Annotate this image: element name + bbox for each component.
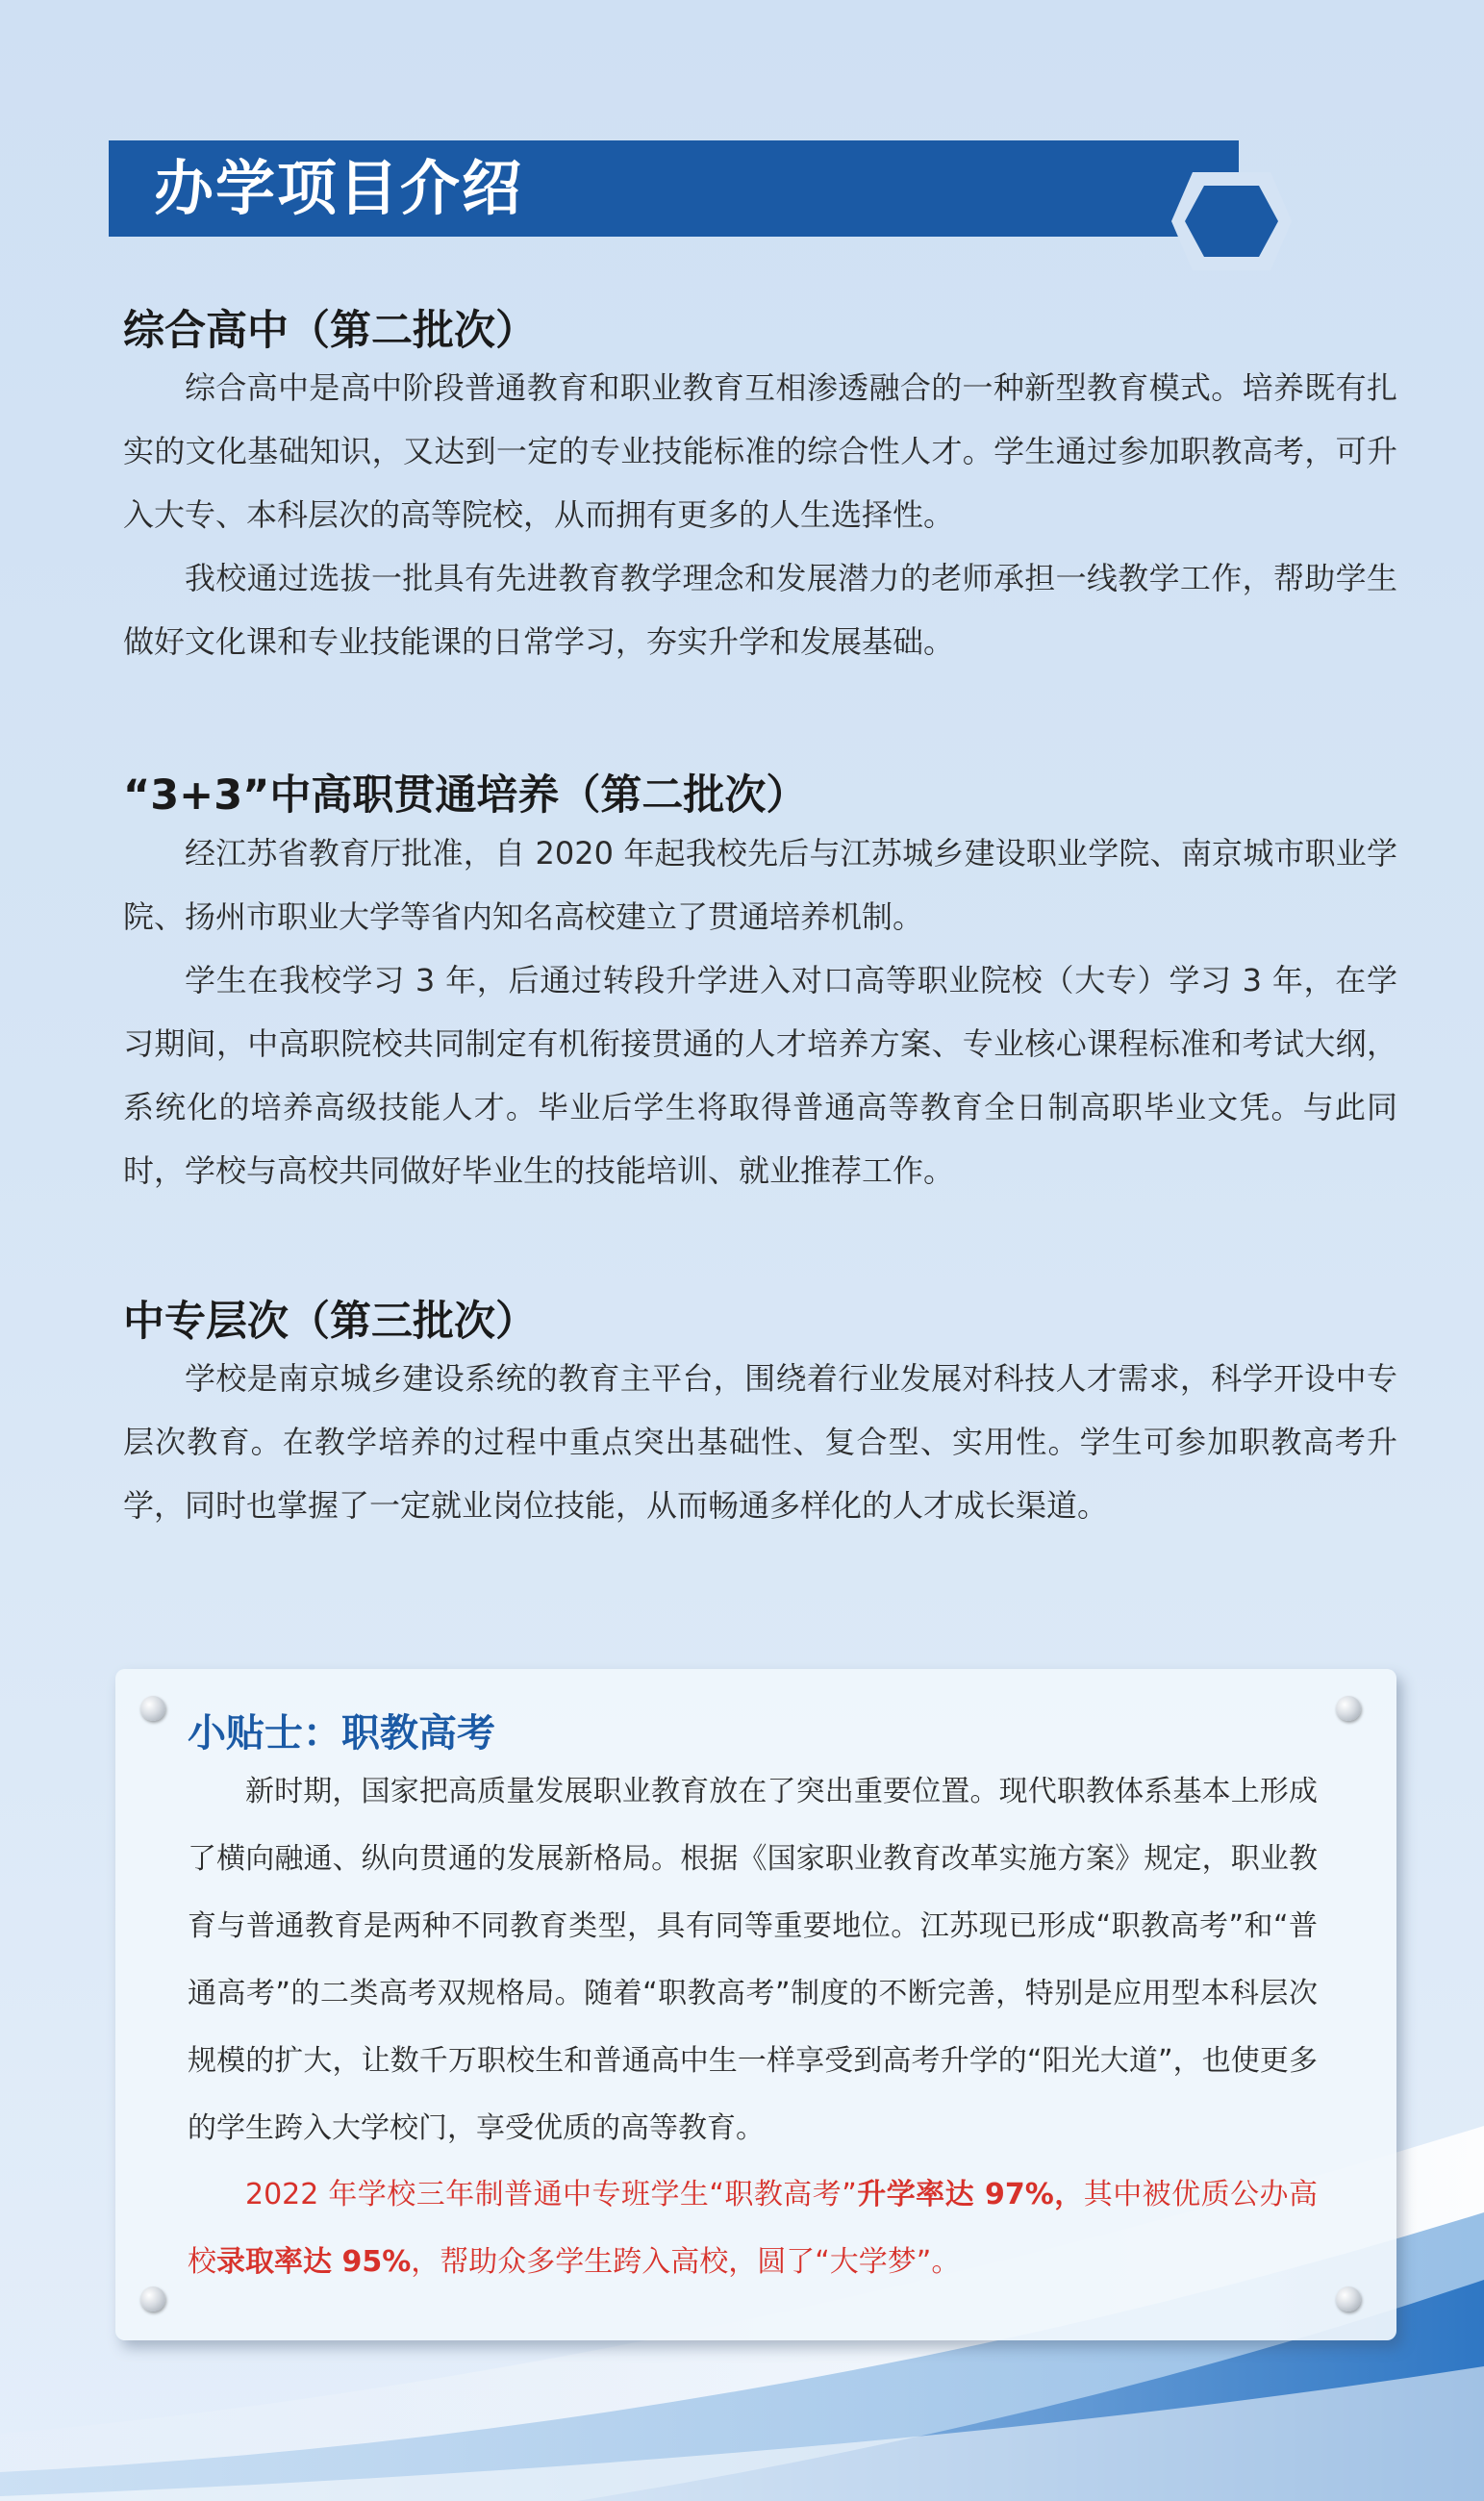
- section-heading-3plus3-program: “3+3”中高职贯通培养（第二批次）: [123, 771, 808, 820]
- admission-rate: 录取率达 95%: [216, 2245, 412, 2279]
- promotion-rate: 升学率达 97%，: [856, 2178, 1084, 2211]
- tip-paragraph: 新时期，国家把高质量发展职业教育放在了突出重要位置。现代职教体系基本上形成了横向融通、纵向贯通的发展新格局。根据《国家职业教育改革实施方案》规定，职业教育与普通教育是两种不同教育类型，具有同等重要地位。江苏现已形成“职教高考”和“普通高考”的二类高考双规格局。随着“职教高考”制度的不断完善，特别是应用型本科层次规模的扩大，让数千万职校生和普通高中生一样享受到高考升学的“阳光大道”，也使更多的学生跨入大学校门，享受优质的高等教育。: [188, 1775, 1318, 2145]
- section-paragraph: 学生在我校学习 3 年，后通过转段升学进入对口高等职业院校（大专）学习 3 年，在学习期间，中高职院校共同制定有机衔接贯通的人才培养方案、专业核心课程标准和考试大纲，系统化的培养高级技能人才。毕业后学生将取得普通高等教育全日制高职毕业文凭。与此同时，学校与高校共同做好毕业生的技能培训、就业推荐工作。: [123, 962, 1397, 1189]
- page-title: 办学项目介绍: [154, 153, 524, 223]
- section-heading-comprehensive-high-school: 综合高中（第二批次）: [123, 307, 537, 355]
- section-heading-secondary-vocational: 中专层次（第三批次）: [123, 1298, 537, 1346]
- pin-icon: [1336, 2286, 1361, 2312]
- pin-icon: [140, 2286, 165, 2312]
- section-paragraph: 经江苏省教育厅批准，自 2020 年起我校先后与江苏城乡建设职业学院、南京城市职业学院、扬州市职业大学等省内知名高校建立了贯通培养机制。: [123, 835, 1397, 935]
- highlight-text: 2022 年学校三年制普通中专班学生“职教高考”: [245, 2178, 857, 2211]
- pin-icon: [140, 1696, 165, 1721]
- section-paragraph: 我校通过选拔一批具有先进教育教学理念和发展潜力的老师承担一线教学工作，帮助学生做好文化课和专业技能课的日常学习，夯实升学和发展基础。: [123, 560, 1397, 660]
- highlight-text: ，帮助众多学生跨入高校，圆了“大学梦”。: [411, 2245, 961, 2279]
- hexagon-icon: [1171, 168, 1292, 274]
- tip-highlight-paragraph: [188, 2161, 1318, 2296]
- highlight-text: 其中被优质公办高校: [188, 2178, 1318, 2279]
- tip-title: 小贴士：职教高考: [188, 1711, 495, 1756]
- section-paragraph: 学校是南京城乡建设系统的教育主平台，围绕着行业发展对科技人才需求，科学开设中专层次教育。在教学培养的过程中重点突出基础性、复合型、实用性。学生可参加职教高考升学，同时也掌握了一定就业岗位技能，从而畅通多样化的人才成长渠道。: [123, 1360, 1397, 1524]
- pin-icon: [1336, 1696, 1361, 1721]
- section-paragraph: 综合高中是高中阶段普通教育和职业教育互相渗透融合的一种新型教育模式。培养既有扎实的文化基础知识，又达到一定的专业技能标准的综合性人才。学生通过参加职教高考，可升入大专、本科层次的高等院校，从而拥有更多的人生选择性。: [123, 369, 1397, 533]
